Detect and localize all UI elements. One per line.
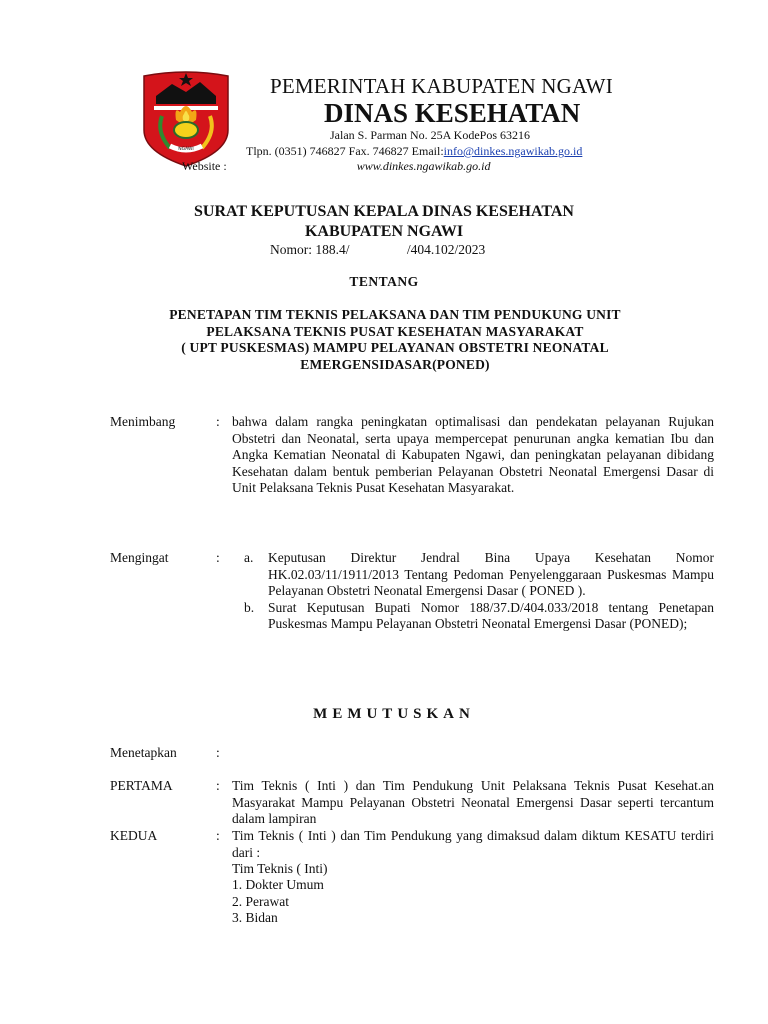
memutuskan-heading: MEMUTUSKAN [313, 706, 475, 722]
list-marker: a. [244, 550, 254, 565]
subject-line: ( UPT PUSKESMAS) MAMPU PELAYANAN OBSTETRI NEONATAL [181, 340, 609, 355]
mengingat-label: Mengingat [110, 550, 169, 565]
website-label: Website : [182, 159, 227, 173]
office-name: DINAS KESEHATAN [324, 98, 581, 128]
website-link[interactable]: www.dinkes.ngawikab.go.id [356, 159, 491, 173]
pertama-label: PERTAMA [110, 778, 173, 793]
menetapkan-colon: : [216, 745, 220, 760]
menimbang-label: Menimbang [110, 414, 176, 429]
tentang-heading: TENTANG [349, 274, 419, 289]
pertama-text: Tim Teknis ( Inti ) dan Tim Pendukung Unit Pelaksana Teknis Pusat Kesehat.an Masyarakat Mampu Pelayanan Obstetri Neonatal Emergensi Dasar seperti tercantum dalam lampiran [232, 778, 714, 826]
office-address: Jalan S. Parman No. 25A KodePos 63216 [330, 128, 530, 142]
tim-teknis-subheading: Tim Teknis ( Inti) [232, 861, 328, 876]
ngawi-logo-emblem [140, 70, 232, 168]
list-item-text: Surat Keputusan Bupati Nomor 188/37.D/404.033/2018 tentang Penetapan Puskesmas Mampu Pelayanan Obstetri Neonatal Emergensi Dasar (PONED); [268, 599, 714, 631]
pertama-colon: : [216, 778, 220, 793]
list-marker: b. [244, 599, 255, 615]
decree-number: Nomor: 188.4/ /404.102/2023 [270, 242, 486, 257]
list-item [232, 600, 714, 633]
menimbang-colon: : [216, 414, 220, 429]
decree-title [0, 202, 768, 242]
decree-title-line2: KABUPATEN NGAWI [304, 223, 464, 240]
decree-title-line1: SURAT KEPUTUSAN KEPALA DINAS KESEHATAN [194, 203, 574, 220]
list-item: 2. Perawat [232, 893, 289, 909]
office-website-row [182, 159, 490, 174]
mengingat-list [232, 550, 714, 633]
kedua-label: KEDUA [110, 828, 158, 843]
list-item: 1. Dokter Umum [232, 877, 324, 892]
menetapkan-label: Menetapkan [110, 745, 177, 760]
subject-line: EMERGENSIDASAR(PONED) [300, 356, 490, 372]
kedua-text: Tim Teknis ( Inti ) dan Tim Pendukung yang dimaksud dalam diktum KESATU terdiri dari : [232, 828, 714, 860]
tim-teknis-list [232, 877, 324, 927]
subject-line: PELAKSANA TEKNIS PUSAT KESEHATAN MASYARAKAT [206, 323, 584, 339]
email-link[interactable]: info@dinkes.ngawikab.go.id [443, 144, 583, 158]
phone-fax: Tlpn. (0351) 746827 Fax. 746827 Email: [246, 144, 444, 158]
kedua-colon: : [216, 828, 220, 843]
list-item-text: Keputusan Direktur Jendral Bina Upaya Kesehatan Nomor HK.02.03/11/1911/2013 Tentang Pedoman Penyelenggaraan Puskesmas Mampu Pelayanan Obstetri Neonatal Emergensi Dasar ( PONED ). [268, 550, 714, 598]
list-item: 3. Bidan [232, 910, 278, 925]
menimbang-text: bahwa dalam rangka peningkatan optimalisasi dan pendekatan pelayanan Rujukan Obstetri dan Neonatal, serta upaya mempercepat penurunan angka kematian Ibu dan Angka Kematian Neonatal di Kabupaten Ngawi, dan peningkatan pelayanan dibidang Kesehatan dalam bentuk pemberian Pelayanan Obstetri Neonatal Emergensi Dasar di Unit Pelaksana Teknis Pusat Kesehatan Masyarakat. [232, 414, 714, 495]
svg-text:NGAWI: NGAWI [178, 147, 194, 152]
subject-line: PENETAPAN TIM TEKNIS PELAKSANA DAN TIM PENDUKUNG UNIT [169, 307, 621, 322]
office-contact [246, 144, 582, 159]
decree-subject [100, 307, 690, 373]
government-name: PEMERINTAH KABUPATEN NGAWI [270, 74, 613, 98]
list-item [232, 550, 714, 600]
mengingat-colon: : [216, 550, 220, 565]
